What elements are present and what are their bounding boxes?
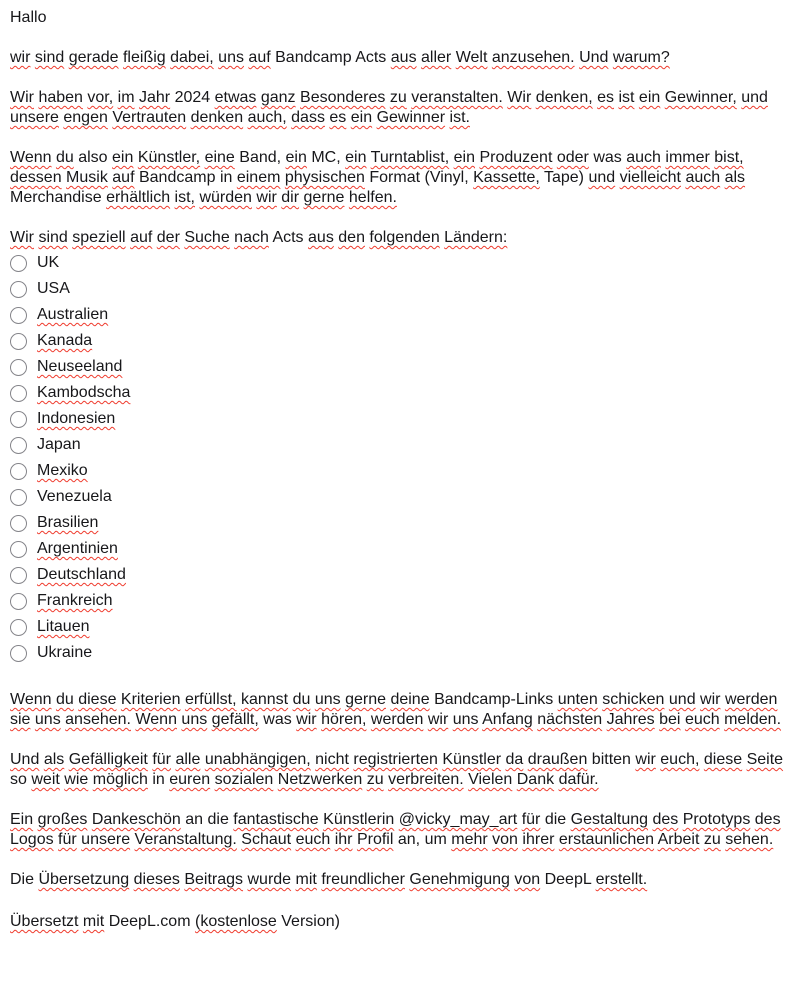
word: an,: [397, 831, 421, 848]
misspelled-word: Wenn: [10, 149, 52, 166]
misspelled-word: von: [492, 831, 518, 848]
misspelled-word: des: [652, 811, 679, 828]
misspelled-word: Künstler: [442, 751, 502, 768]
country-option-japan[interactable]: [10, 432, 790, 458]
misspelled-word: für: [152, 751, 171, 768]
word: Bandcamp-Links: [434, 691, 554, 708]
misspelled-word: sozialen: [214, 771, 274, 788]
misspelled-word: Und: [579, 49, 609, 66]
misspelled-word: Wir: [507, 89, 532, 106]
paragraph: [10, 690, 790, 730]
paragraph: [10, 148, 790, 208]
misspelled-word: Suche: [184, 229, 230, 246]
translation-credit: [10, 912, 790, 932]
misspelled-word: uns: [314, 691, 341, 708]
misspelled-word: bist,: [714, 149, 744, 166]
misspelled-word: Besonderes: [300, 89, 386, 106]
radio-button-icon[interactable]: [10, 463, 27, 480]
radio-button-icon[interactable]: [10, 541, 27, 558]
misspelled-word: physischen: [284, 169, 365, 186]
misspelled-word: Deutschland: [37, 566, 126, 583]
misspelled-word: Genehmigung: [409, 871, 510, 888]
misspelled-word: gerne: [303, 189, 345, 206]
misspelled-word: helfen.: [348, 189, 397, 206]
misspelled-word: freundlicher: [321, 871, 405, 888]
misspelled-word: ihrer: [522, 831, 555, 848]
misspelled-word: Logos: [10, 831, 54, 848]
misspelled-word: Jahres: [606, 711, 655, 728]
misspelled-word: als: [43, 751, 65, 768]
country-option-label: [37, 383, 130, 403]
misspelled-word: Turntablist,: [370, 149, 450, 166]
misspelled-word: @vicky_may_art: [398, 811, 518, 828]
misspelled-word: auf: [130, 229, 153, 246]
misspelled-word: hören,: [321, 711, 367, 728]
misspelled-word: warum?: [612, 49, 670, 66]
misspelled-word: dafür.: [558, 771, 599, 788]
misspelled-word: Seite: [746, 751, 784, 768]
country-option-argentinien[interactable]: [10, 536, 790, 562]
misspelled-word: auch,: [247, 109, 287, 126]
country-option-kanada[interactable]: [10, 328, 790, 354]
misspelled-word: ein: [285, 149, 307, 166]
misspelled-word: Und: [10, 751, 40, 768]
misspelled-word: Künstler,: [137, 149, 201, 166]
country-option-venezuela[interactable]: [10, 484, 790, 510]
misspelled-word: werden: [724, 691, 778, 708]
word: Version): [281, 913, 340, 930]
misspelled-word: Gestaltung: [570, 811, 649, 828]
misspelled-word: dabei,: [170, 49, 214, 66]
misspelled-word: Produzent: [479, 149, 553, 166]
misspelled-word: dieses: [133, 871, 180, 888]
misspelled-word: erfüllst,: [184, 691, 237, 708]
word: MC,: [311, 149, 341, 166]
misspelled-word: wir: [427, 711, 449, 728]
word: Ukraine: [37, 644, 93, 661]
radio-button-icon[interactable]: [10, 489, 27, 506]
misspelled-word: Mexiko: [37, 462, 88, 479]
country-option-deutschland[interactable]: [10, 562, 790, 588]
misspelled-word: mit: [82, 913, 105, 930]
misspelled-word: dessen: [10, 169, 62, 186]
misspelled-word: alle: [175, 751, 201, 768]
misspelled-word: euch: [684, 711, 720, 728]
misspelled-word: Gewinner,: [664, 89, 737, 106]
word: Merchandise: [10, 189, 102, 206]
intro-paragraphs: [10, 48, 790, 248]
radio-button-icon[interactable]: [10, 255, 27, 272]
word: was: [593, 149, 622, 166]
word: Acts: [272, 229, 304, 246]
misspelled-word: von: [514, 871, 541, 888]
misspelled-word: es: [597, 89, 615, 106]
radio-button-icon[interactable]: [10, 385, 27, 402]
word: Tape): [543, 169, 585, 186]
radio-button-icon[interactable]: [10, 593, 27, 610]
country-option-label: [37, 435, 81, 455]
misspelled-word: oder: [556, 149, 589, 166]
misspelled-word: erstaunlichen: [558, 831, 655, 848]
word: Die: [10, 871, 35, 888]
country-option-label: [37, 617, 90, 637]
word: die: [207, 811, 229, 828]
country-option-neuseeland[interactable]: [10, 354, 790, 380]
misspelled-word: sehen.: [725, 831, 774, 848]
misspelled-word: Brasilien: [37, 514, 99, 531]
country-option-label: [37, 565, 126, 585]
country-option-indonesien[interactable]: [10, 406, 790, 432]
country-option-usa[interactable]: [10, 276, 790, 302]
misspelled-word: erhältlich: [106, 189, 171, 206]
country-option-kambodscha[interactable]: [10, 380, 790, 406]
greeting: [10, 8, 790, 28]
word: Hallo: [10, 9, 47, 26]
country-option-label: [37, 279, 70, 299]
misspelled-word: Prototyps: [682, 811, 751, 828]
misspelled-word: Schaut: [241, 831, 292, 848]
misspelled-word: wir: [635, 751, 656, 768]
misspelled-word: diese: [78, 691, 117, 708]
misspelled-word: ein: [350, 109, 373, 126]
misspelled-word: auch: [685, 169, 721, 186]
misspelled-word: Übersetzung: [38, 871, 130, 888]
misspelled-word: du: [55, 691, 74, 708]
misspelled-word: des: [754, 811, 781, 828]
word: in: [152, 771, 165, 788]
country-option-label: [37, 643, 92, 663]
misspelled-word: wurde: [247, 871, 292, 888]
misspelled-word: unsere: [81, 831, 131, 848]
misspelled-word: ganz: [260, 89, 296, 106]
misspelled-word: Übersetzt: [10, 913, 79, 930]
misspelled-word: Gefälligkeit: [68, 751, 148, 768]
misspelled-word: euren: [169, 771, 211, 788]
misspelled-word: denken,: [535, 89, 593, 106]
misspelled-word: bei: [659, 711, 681, 728]
radio-button-icon[interactable]: [10, 307, 27, 324]
misspelled-word: Jahr: [138, 89, 171, 106]
radio-button-icon[interactable]: [10, 619, 27, 636]
misspelled-word: ihr: [334, 831, 353, 848]
misspelled-word: ein: [112, 149, 134, 166]
misspelled-word: ein: [345, 149, 367, 166]
country-option-label: [37, 331, 92, 351]
misspelled-word: engen: [63, 109, 108, 126]
misspelled-word: der: [156, 229, 180, 246]
misspelled-word: Dank: [516, 771, 555, 788]
word: 2024: [174, 89, 211, 106]
misspelled-word: Neuseeland: [37, 358, 123, 375]
misspelled-word: zu: [366, 771, 384, 788]
radio-button-icon[interactable]: [10, 645, 27, 662]
word: USA: [37, 280, 70, 297]
country-option-label: [37, 357, 122, 377]
radio-button-icon[interactable]: [10, 333, 27, 350]
radio-button-icon[interactable]: [10, 567, 27, 584]
paragraph: [10, 48, 790, 68]
country-option-litauen[interactable]: [10, 614, 790, 640]
misspelled-word: es: [329, 109, 347, 126]
misspelled-word: für: [58, 831, 77, 848]
paragraph: [10, 750, 790, 790]
misspelled-word: folgenden: [369, 229, 440, 246]
misspelled-word: erstellt.: [595, 871, 648, 888]
misspelled-word: du: [55, 149, 74, 166]
misspelled-word: nicht: [315, 751, 349, 768]
misspelled-word: sind: [34, 49, 65, 66]
outro-paragraphs: [10, 690, 790, 890]
misspelled-word: gerade: [68, 49, 119, 66]
country-option-mexiko[interactable]: [10, 458, 790, 484]
misspelled-word: Dankeschön: [91, 811, 181, 828]
misspelled-word: gefällt,: [211, 711, 259, 728]
radio-button-icon[interactable]: [10, 437, 27, 454]
misspelled-word: uns: [452, 711, 479, 728]
misspelled-word: anzusehen.: [491, 49, 575, 66]
misspelled-word: schicken: [602, 691, 665, 708]
country-option-ukraine[interactable]: [10, 640, 790, 666]
misspelled-word: Ein: [10, 811, 34, 828]
country-option-uk[interactable]: [10, 250, 790, 276]
misspelled-word: Gewinner: [376, 109, 446, 126]
country-option-australien[interactable]: [10, 302, 790, 328]
translated-post-body: [10, 8, 790, 932]
radio-button-icon[interactable]: [10, 281, 27, 298]
misspelled-word: Vertrauten: [112, 109, 187, 126]
misspelled-word: du: [292, 691, 311, 708]
misspelled-word: aus: [390, 49, 417, 66]
word: UK: [37, 254, 60, 271]
word: DeepL.com: [108, 913, 191, 930]
misspelled-word: uns: [34, 711, 61, 728]
misspelled-word: wir: [700, 691, 721, 708]
misspelled-word: uns: [181, 711, 208, 728]
misspelled-word: fantastische: [233, 811, 319, 828]
misspelled-word: ansehen.: [65, 711, 131, 728]
misspelled-word: Beitrags: [184, 871, 244, 888]
misspelled-word: eine: [204, 149, 235, 166]
word: Acts: [355, 49, 387, 66]
word: also: [78, 149, 108, 166]
word: die: [544, 811, 567, 828]
word: DeepL: [544, 871, 592, 888]
word: Bandcamp: [138, 169, 216, 186]
word: Japan: [37, 436, 81, 453]
misspelled-word: Arbeit: [657, 831, 700, 848]
misspelled-word: haben: [38, 89, 83, 106]
country-options-list: [10, 250, 790, 666]
misspelled-word: den: [338, 229, 365, 246]
misspelled-word: veranstalten.: [411, 89, 503, 106]
misspelled-word: unten: [557, 691, 598, 708]
misspelled-word: Australien: [37, 306, 109, 323]
misspelled-word: deine: [390, 691, 430, 708]
misspelled-word: Kriterien: [120, 691, 181, 708]
misspelled-word: Profil: [356, 831, 394, 848]
misspelled-word: diese: [703, 751, 743, 768]
misspelled-word: Kanada: [37, 332, 93, 349]
misspelled-word: Vielen: [468, 771, 513, 788]
misspelled-word: speziell: [72, 229, 126, 246]
misspelled-word: etwas: [214, 89, 257, 106]
misspelled-word: möglich: [92, 771, 148, 788]
misspelled-word: Künstlerin: [323, 811, 395, 828]
country-option-label: [37, 487, 112, 507]
misspelled-word: wir: [296, 711, 317, 728]
misspelled-word: und: [741, 89, 768, 106]
misspelled-word: auch: [626, 149, 661, 166]
word: Format: [369, 169, 421, 186]
misspelled-word: mehr: [451, 831, 488, 848]
misspelled-word: wie: [64, 771, 89, 788]
misspelled-word: fleißig: [122, 49, 166, 66]
misspelled-word: vielleicht: [619, 169, 681, 186]
misspelled-word: großes: [37, 811, 88, 828]
misspelled-word: Indonesien: [37, 410, 116, 427]
misspelled-word: als: [724, 169, 746, 186]
misspelled-word: registrierten: [353, 751, 438, 768]
word: Venezuela: [37, 488, 112, 505]
word: was: [263, 711, 292, 728]
misspelled-word: dir: [281, 189, 300, 206]
misspelled-word: ist,: [174, 189, 195, 206]
misspelled-word: Wir: [10, 89, 34, 106]
misspelled-word: melden.: [724, 711, 782, 728]
misspelled-word: Kassette,: [473, 169, 540, 186]
misspelled-word: im: [117, 89, 135, 106]
misspelled-word: (kostenlose: [194, 913, 277, 930]
misspelled-word: vor,: [87, 89, 114, 106]
word: an: [185, 811, 204, 828]
word: Bandcamp: [275, 49, 352, 66]
misspelled-word: euch: [295, 831, 331, 848]
misspelled-word: einem: [236, 169, 281, 186]
misspelled-word: verbreiten.: [388, 771, 464, 788]
misspelled-word: euch,: [660, 751, 700, 768]
misspelled-word: mit: [295, 871, 317, 888]
misspelled-word: und: [668, 691, 696, 708]
misspelled-word: ist.: [449, 109, 470, 126]
misspelled-word: zu: [703, 831, 721, 848]
word: um: [424, 831, 447, 848]
misspelled-word: ein: [453, 149, 475, 166]
paragraph: [10, 870, 790, 890]
misspelled-word: würden: [199, 189, 252, 206]
misspelled-word: unabhängigen,: [204, 751, 311, 768]
word: Band,: [239, 149, 282, 166]
misspelled-word: dass: [291, 109, 325, 126]
country-option-label: [37, 253, 59, 273]
misspelled-word: da: [505, 751, 524, 768]
word: bitten: [591, 751, 631, 768]
misspelled-word: nächsten: [537, 711, 603, 728]
country-option-label: [37, 409, 115, 429]
misspelled-word: nach: [234, 229, 269, 246]
misspelled-word: Wenn: [135, 711, 177, 728]
misspelled-word: draußen: [527, 751, 588, 768]
misspelled-word: aller: [421, 49, 452, 66]
country-option-brasilien[interactable]: [10, 510, 790, 536]
misspelled-word: kannst: [240, 691, 289, 708]
country-option-label: [37, 513, 98, 533]
misspelled-word: Netzwerken: [277, 771, 363, 788]
misspelled-word: und: [588, 169, 616, 186]
country-option-label: [37, 591, 113, 611]
misspelled-word: Veranstaltung.: [134, 831, 237, 848]
misspelled-word: weit: [31, 771, 60, 788]
misspelled-word: sie: [10, 711, 31, 728]
country-option-label: [37, 539, 118, 559]
radio-button-icon[interactable]: [10, 515, 27, 532]
word: (Vinyl,: [424, 169, 469, 186]
misspelled-word: gerne: [345, 691, 386, 708]
misspelled-word: wir: [256, 189, 277, 206]
misspelled-word: immer: [665, 149, 710, 166]
radio-button-icon[interactable]: [10, 359, 27, 376]
paragraph: [10, 810, 790, 850]
misspelled-word: Welt: [455, 49, 488, 66]
misspelled-word: auf: [112, 169, 135, 186]
word: so: [10, 771, 27, 788]
misspelled-word: aus: [308, 229, 334, 246]
misspelled-word: sind: [38, 229, 68, 246]
misspelled-word: Musik: [66, 169, 108, 186]
country-option-frankreich[interactable]: [10, 588, 790, 614]
misspelled-word: Anfang: [482, 711, 533, 728]
misspelled-word: uns: [218, 49, 244, 66]
radio-button-icon[interactable]: [10, 411, 27, 428]
word: in: [219, 169, 233, 186]
misspelled-word: ist: [618, 89, 635, 106]
misspelled-word: zu: [389, 89, 407, 106]
misspelled-word: unsere: [10, 109, 59, 126]
misspelled-word: auf: [248, 49, 271, 66]
misspelled-word: Wenn: [10, 691, 52, 708]
misspelled-word: Frankreich: [37, 592, 113, 609]
misspelled-word: für: [521, 811, 541, 828]
misspelled-word: Argentinien: [37, 540, 118, 557]
misspelled-word: werden: [370, 711, 424, 728]
misspelled-word: Litauen: [37, 618, 90, 635]
misspelled-word: wir: [10, 49, 31, 66]
misspelled-word: Ländern:: [444, 229, 508, 246]
misspelled-word: Wir: [10, 229, 34, 246]
country-option-label: [37, 305, 108, 325]
misspelled-word: denken: [190, 109, 244, 126]
misspelled-word: Kambodscha: [37, 384, 131, 401]
paragraph: [10, 228, 790, 248]
paragraph: [10, 88, 790, 128]
misspelled-word: ein: [638, 89, 661, 106]
country-option-label: [37, 461, 88, 481]
